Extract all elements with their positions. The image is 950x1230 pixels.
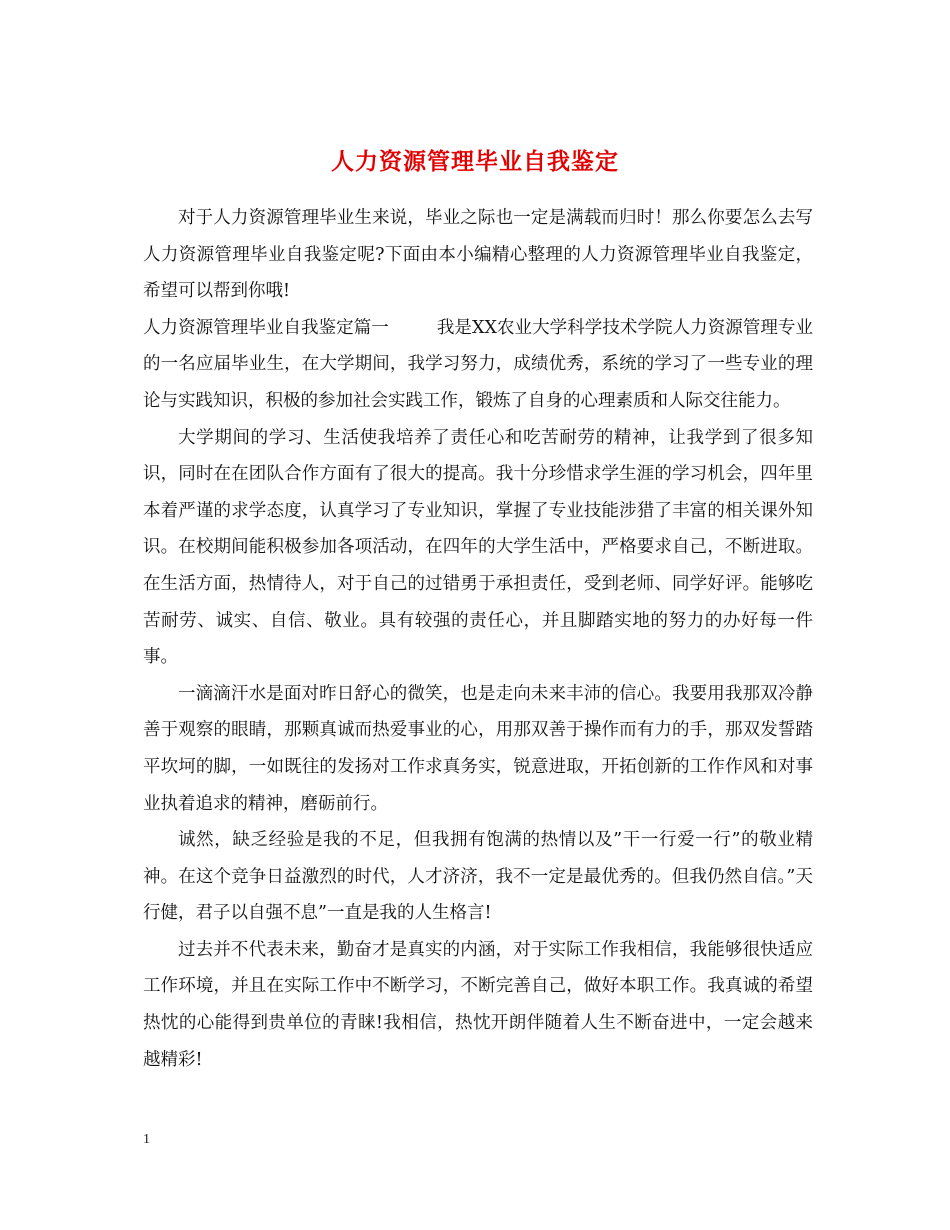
body-paragraph: 大学期间的学习、生活使我培养了责任心和吃苦耐劳的精神，让我学到了很多知识，同时在在团队合作方面有了很大的提高。我十分珍惜求学生涯的学习机会，四年里本着严谨的求学态度，认真学习了专业知识，掌握了专业技能涉猎了丰富的相关课外知识。在校期间能积极参加各项活动，在四年的大学生活中，严格要求自己，不断进取。在生活方面，热情待人，对于自己的过错勇于承担责任，受到老师、同学好评。能够吃苦耐劳、诚实、自信、敬业。具有较强的责任心，并且脚踏实地的努力的办好每一件事。 bbox=[143, 427, 813, 668]
section-paragraph bbox=[143, 310, 813, 420]
body-paragraph: 一滴滴汗水是面对昨日舒心的微笑，也是走向未来丰沛的信心。我要用我那双冷静善于观察的眼睛，那颗真诚而热爱事业的心，用那双善于操作而有力的手，那双发誓踏平坎坷的脚，一如既往的发扬对工作求真务实，锐意进取，开拓创新的工作作风和对事业执着追求的精神，磨砺前行。 bbox=[143, 683, 813, 814]
page-title: 人力资源管理毕业自我鉴定 bbox=[331, 148, 619, 176]
section-heading: 人力资源管理毕业自我鉴定篇一 bbox=[143, 317, 389, 338]
body-paragraph: 过去并不代表未来，勤奋才是真实的内涵，对于实际工作我相信，我能够很快适应工作环境，并且在实际工作中不断学习，不断完善自己，做好本职工作。我真诚的希望热忱的心能得到贵单位的青睐!我相信，热忱开朗伴随着人生不断奋进中，一定会越来越精彩! bbox=[143, 939, 813, 1070]
document-body bbox=[143, 200, 813, 1078]
intro-paragraph: 对于人力资源管理毕业生来说，毕业之际也一定是满载而归时！那么你要怎么去写人力资源管理毕业自我鉴定呢?下面由本小编精心整理的人力资源管理毕业自我鉴定，希望可以帮到你哦! bbox=[143, 208, 813, 302]
section-first-text: 我是XX农业大学科学技术学院人力资源管理专业的一名应届毕业生，在大学期间，我学习努力，成绩优秀，系统的学习了一些专业的理论与实践知识，积极的参加社会实践工作，锻炼了自身的心理素质和人际交往能力。 bbox=[143, 317, 813, 411]
body-paragraph: 诚然，缺乏经验是我的不足，但我拥有饱满的热情以及”干一行爱一行”的敬业精神。在这个竞争日益激烈的时代，人才济济，我不一定是最优秀的。但我仍然自信。”天行健，君子以自强不息”一直是我的人生格言! bbox=[143, 830, 813, 924]
page-number: 1 bbox=[143, 1132, 150, 1147]
